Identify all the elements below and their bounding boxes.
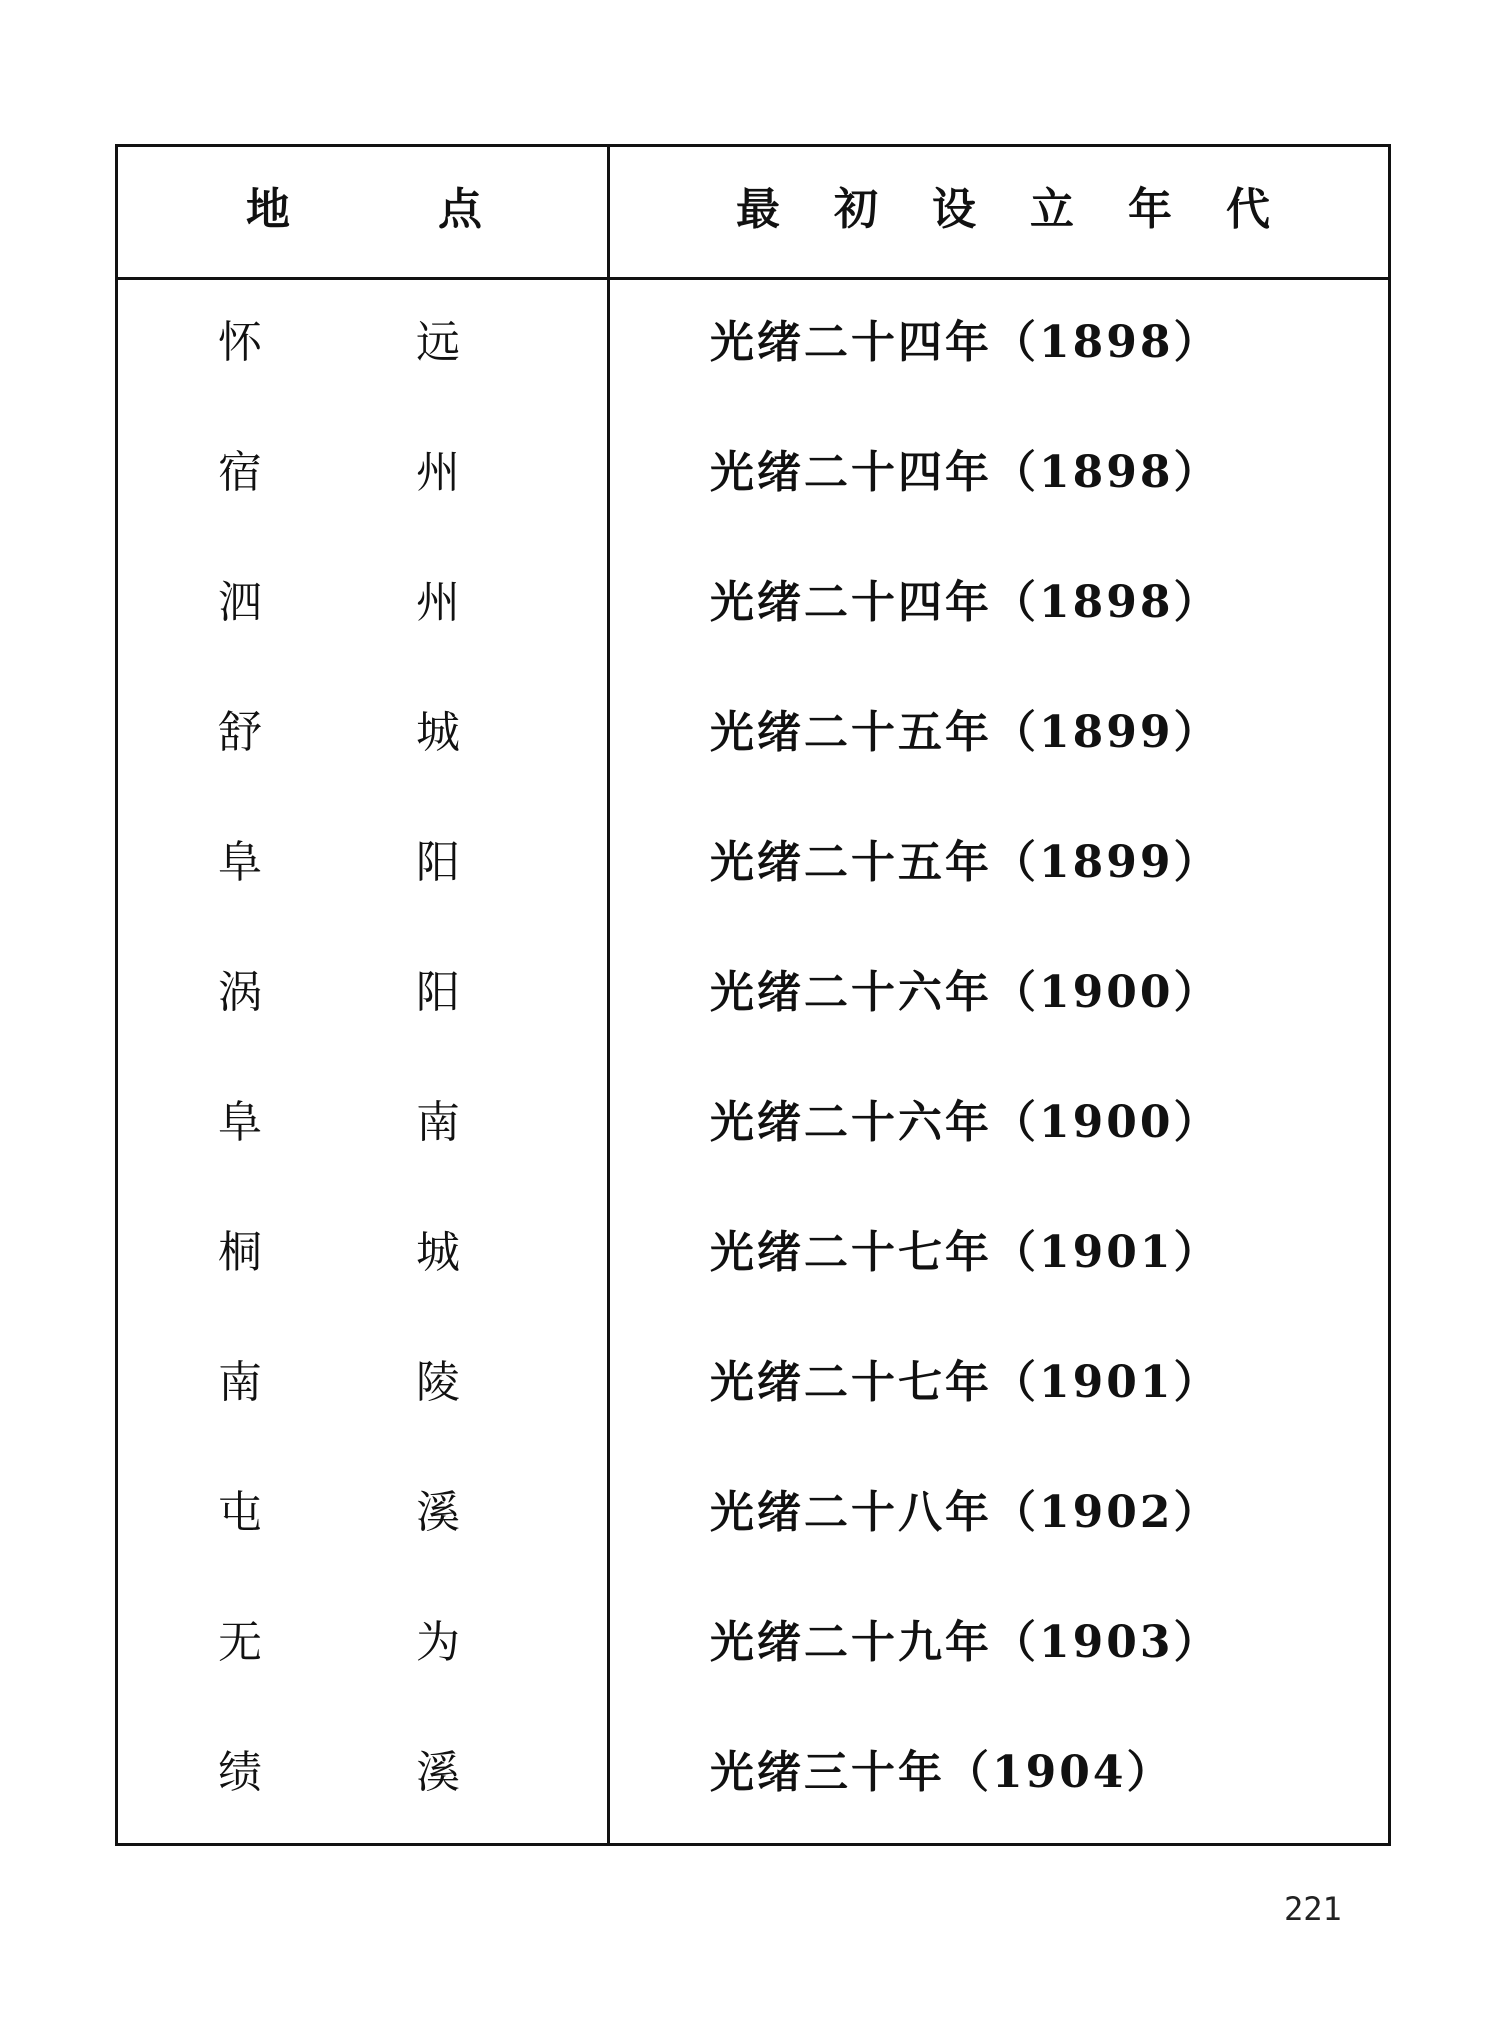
place-char: 无 bbox=[218, 1617, 262, 1668]
place-char: 桐 bbox=[218, 1227, 262, 1278]
place-char: 阜 bbox=[218, 837, 262, 888]
place-char: 舒 bbox=[218, 707, 262, 758]
place-char: 陵 bbox=[416, 1357, 460, 1408]
header-year-char: 最 bbox=[736, 184, 780, 235]
header-year-char: 初 bbox=[834, 184, 878, 235]
table-row bbox=[118, 410, 1388, 540]
year-cell: 光绪二十九年（1903） bbox=[710, 1617, 1221, 1668]
table-row bbox=[118, 930, 1388, 1060]
year-cell: 光绪二十六年（1900） bbox=[710, 1097, 1221, 1148]
page-number: 221 bbox=[1284, 1890, 1342, 1928]
table-row bbox=[118, 670, 1388, 800]
header-year-char: 代 bbox=[1226, 184, 1270, 235]
year-cell: 光绪二十五年（1899） bbox=[710, 707, 1221, 758]
header-year-char: 设 bbox=[932, 184, 976, 235]
place-char: 远 bbox=[416, 317, 460, 368]
place-char: 屯 bbox=[218, 1487, 262, 1538]
place-char: 涡 bbox=[218, 967, 262, 1018]
header-year-char: 年 bbox=[1128, 184, 1172, 235]
table-row bbox=[118, 1320, 1388, 1450]
table-row bbox=[118, 540, 1388, 670]
table-row bbox=[118, 280, 1388, 410]
header-year bbox=[610, 147, 1388, 277]
place-char: 阳 bbox=[416, 967, 460, 1018]
year-cell: 光绪三十年（1904） bbox=[710, 1747, 1174, 1798]
table-row bbox=[118, 1060, 1388, 1190]
year-cell: 光绪二十五年（1899） bbox=[710, 837, 1221, 888]
year-cell: 光绪二十八年（1902） bbox=[710, 1487, 1221, 1538]
place-char: 阜 bbox=[218, 1097, 262, 1148]
place-char: 州 bbox=[416, 447, 460, 498]
year-cell: 光绪二十七年（1901） bbox=[710, 1227, 1221, 1278]
table-row bbox=[118, 1580, 1388, 1710]
table-row bbox=[118, 1190, 1388, 1320]
place-char: 为 bbox=[416, 1617, 460, 1668]
header-year-char: 立 bbox=[1030, 184, 1074, 235]
place-char: 怀 bbox=[218, 317, 262, 368]
header-place bbox=[118, 147, 607, 277]
year-cell: 光绪二十四年（1898） bbox=[710, 317, 1221, 368]
table-row bbox=[118, 800, 1388, 930]
header-place-char: 地 bbox=[246, 184, 290, 235]
place-char: 城 bbox=[416, 1227, 460, 1278]
data-table bbox=[115, 144, 1391, 1846]
place-char: 宿 bbox=[218, 447, 262, 498]
year-cell: 光绪二十七年（1901） bbox=[710, 1357, 1221, 1408]
place-char: 溪 bbox=[416, 1487, 460, 1538]
table-row bbox=[118, 1710, 1388, 1840]
year-cell: 光绪二十四年（1898） bbox=[710, 577, 1221, 628]
place-char: 城 bbox=[416, 707, 460, 758]
place-char: 溪 bbox=[416, 1747, 460, 1798]
place-char: 泗 bbox=[218, 577, 262, 628]
place-char: 绩 bbox=[218, 1747, 262, 1798]
year-cell: 光绪二十四年（1898） bbox=[710, 447, 1221, 498]
header-place-char: 点 bbox=[438, 184, 482, 235]
table-row bbox=[118, 1450, 1388, 1580]
place-char: 南 bbox=[416, 1097, 460, 1148]
place-char: 州 bbox=[416, 577, 460, 628]
year-cell: 光绪二十六年（1900） bbox=[710, 967, 1221, 1018]
place-char: 南 bbox=[218, 1357, 262, 1408]
place-char: 阳 bbox=[416, 837, 460, 888]
